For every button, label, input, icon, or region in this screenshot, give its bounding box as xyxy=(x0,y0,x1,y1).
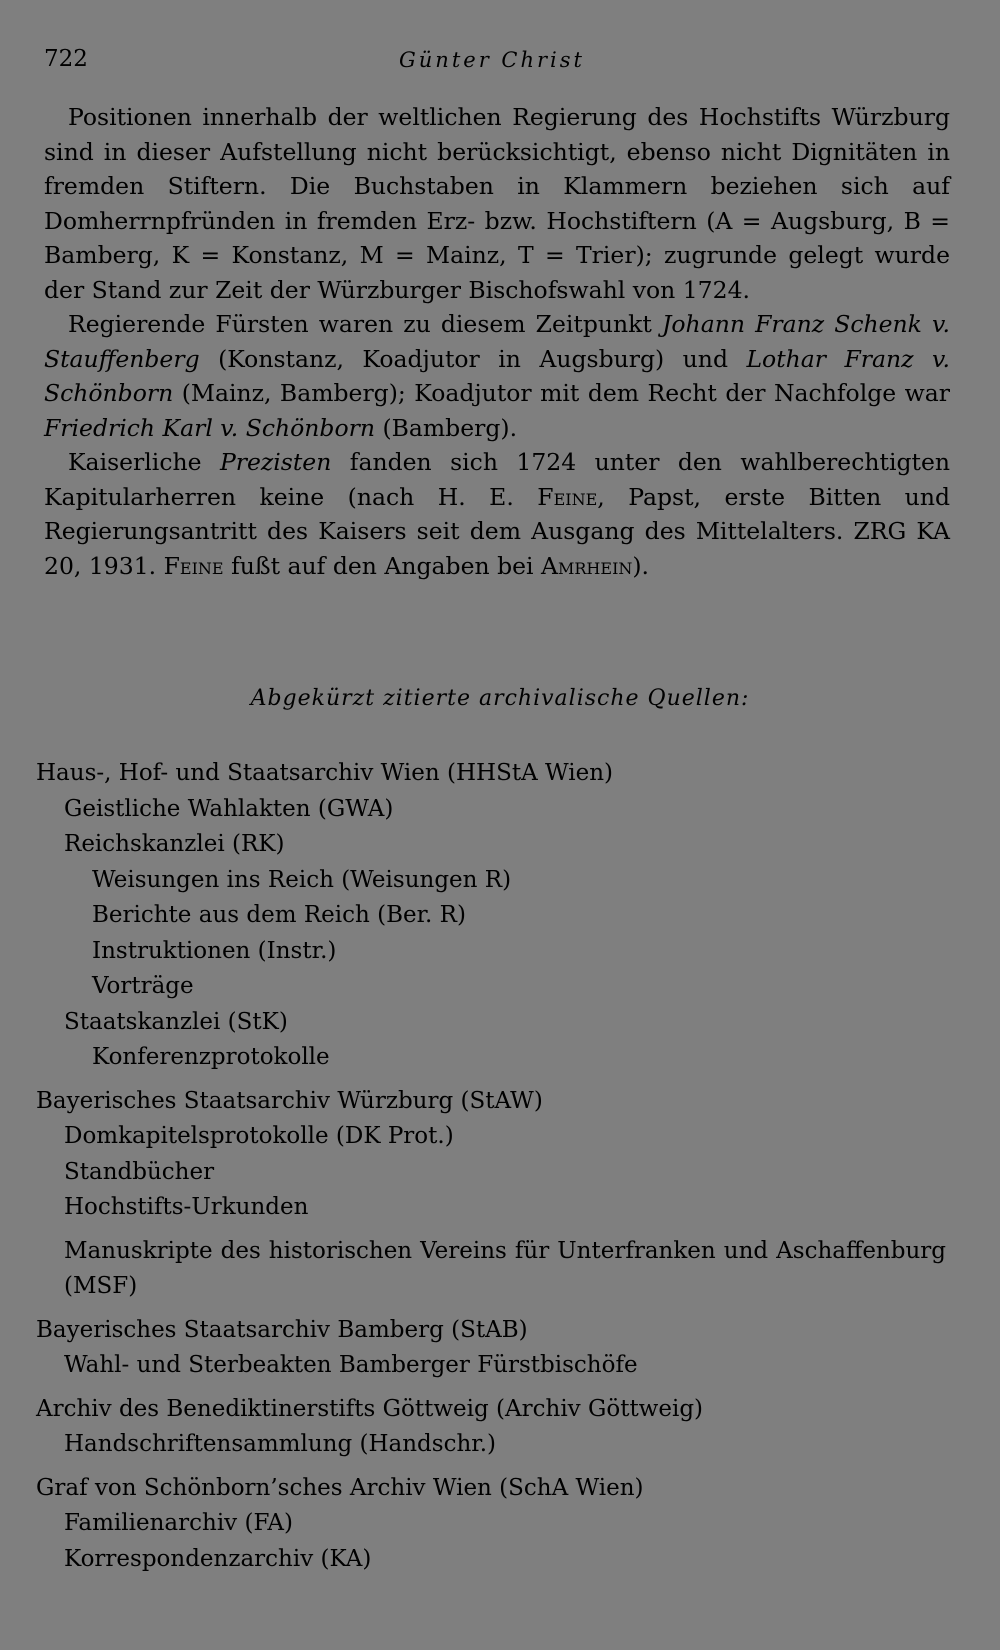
author-feine-2: Feine xyxy=(163,551,224,580)
paragraph-1: Positionen innerhalb der weltlichen Regierung des Hochstifts Würzburg sind in dieser Aufstellung nicht berücksichtigt, ebenso nicht Dignitäten in fremden Stiftern. Die Buchstaben in Klammern beziehen sich auf Domherrnpfründen in fremden Erz- bzw. Hochstiftern (A = Augsburg, B = Bamberg, K = Konstanz, M = Mainz, T = Trier); zugrunde gelegt wurde der Stand zur Zeit der Würzburger Bischofswahl von 1724. xyxy=(44,103,950,304)
archive-stab xyxy=(36,1313,946,1384)
paragraph-3-text-3: , Papst, erste Bitten und Regierungsantritt des Kaisers seit dem Ausgang des Mittelalters. ZRG KA 20, 1931. xyxy=(44,482,950,580)
archive-title: Haus-, Hof- und Staatsarchiv Wien (HHStA Wien) xyxy=(36,760,613,786)
page-header xyxy=(44,46,950,80)
list-item-msf: Manuskripte des historischen Vereins für Unterfranken und Aschaffenburg (MSF) xyxy=(64,1237,946,1299)
list-item: Konferenzprotokolle xyxy=(92,1044,330,1070)
person-name-schenk: Johann Franz Schenk v. Stauffenberg xyxy=(44,310,950,373)
list-item: Standbücher xyxy=(64,1158,215,1185)
page-number: 722 xyxy=(44,46,88,72)
paragraph-3-text-2: fanden sich 1724 unter den wahlberechtigten Kapitularherren keine (nach H. E. xyxy=(44,448,950,511)
archive-title: Archiv des Benediktinerstifts Göttweig (Archiv Göttweig) xyxy=(36,1395,704,1422)
archive-title: Bayerisches Staatsarchiv Bamberg (StAB) xyxy=(36,1316,528,1343)
archive-staw xyxy=(36,1084,946,1305)
archive-hhsta xyxy=(36,756,946,1076)
paragraph-2-text-3: (Mainz, Bamberg); Koadjutor mit dem Recht der Nachfolge war xyxy=(173,379,950,407)
list-item: Geistliche Wahlakten (GWA) xyxy=(64,795,394,822)
list-item: Weisungen ins Reich (Weisungen R) xyxy=(92,866,512,893)
archive-title: Graf von Schönborn’sches Archiv Wien (SchA Wien) xyxy=(36,1474,644,1501)
paragraph-2-text-1: Regierende Fürsten waren zu diesem Zeitpunkt xyxy=(68,310,662,338)
list-item: Staatskanzlei (StK) xyxy=(64,1008,288,1035)
author-amrhein: Amrhein xyxy=(541,551,633,580)
list-item: Vorträge xyxy=(92,973,194,999)
archive-goettweig xyxy=(36,1392,946,1463)
list-item: Instruktionen (Instr.) xyxy=(92,937,337,964)
paragraph-3-text-4: fußt auf den Angaben bei xyxy=(223,551,542,580)
person-name-friedrich-karl: Friedrich Karl v. Schönborn xyxy=(44,413,375,442)
spacer xyxy=(36,1226,946,1234)
list-item: Handschriftensammlung (Handschr.) xyxy=(64,1431,497,1457)
archive-title: Bayerisches Staatsarchiv Würzburg (StAW) xyxy=(36,1087,543,1114)
running-head: Günter Christ xyxy=(399,48,585,72)
list-item: Reichskanzlei (RK) xyxy=(64,831,285,857)
paragraph-3 xyxy=(44,445,950,583)
paragraph-2 xyxy=(44,307,950,445)
paragraph-2-text-4: (Bamberg). xyxy=(374,413,518,442)
paragraph-3-text-5: ). xyxy=(632,551,650,580)
list-item: Domkapitelsprotokolle (DK Prot.) xyxy=(64,1123,454,1149)
person-name-lothar-franz: Lothar Franz v. Schönborn xyxy=(44,344,950,407)
sources-list xyxy=(36,756,946,1577)
sources-heading: Abgekürzt zitierte archivalische Quellen: xyxy=(250,686,750,711)
term-prezisten: Prezisten xyxy=(219,448,332,476)
list-item: Berichte aus dem Reich (Ber. R) xyxy=(92,902,466,928)
list-item: Hochstifts-Urkunden xyxy=(64,1194,309,1220)
author-feine: Feine xyxy=(537,482,598,511)
archive-scha xyxy=(36,1471,946,1578)
list-item: Wahl- und Sterbeakten Bamberger Fürstbischöfe xyxy=(64,1352,638,1378)
footnote-text xyxy=(44,100,950,583)
paragraph-3-text-1: Kaiserliche xyxy=(68,448,220,476)
list-item: Korrespondenzarchiv (KA) xyxy=(64,1545,372,1572)
paragraph-2-text-2: (Konstanz, Koadjutor in Augsburg) und xyxy=(199,344,747,373)
list-item: Familienarchiv (FA) xyxy=(64,1510,293,1536)
